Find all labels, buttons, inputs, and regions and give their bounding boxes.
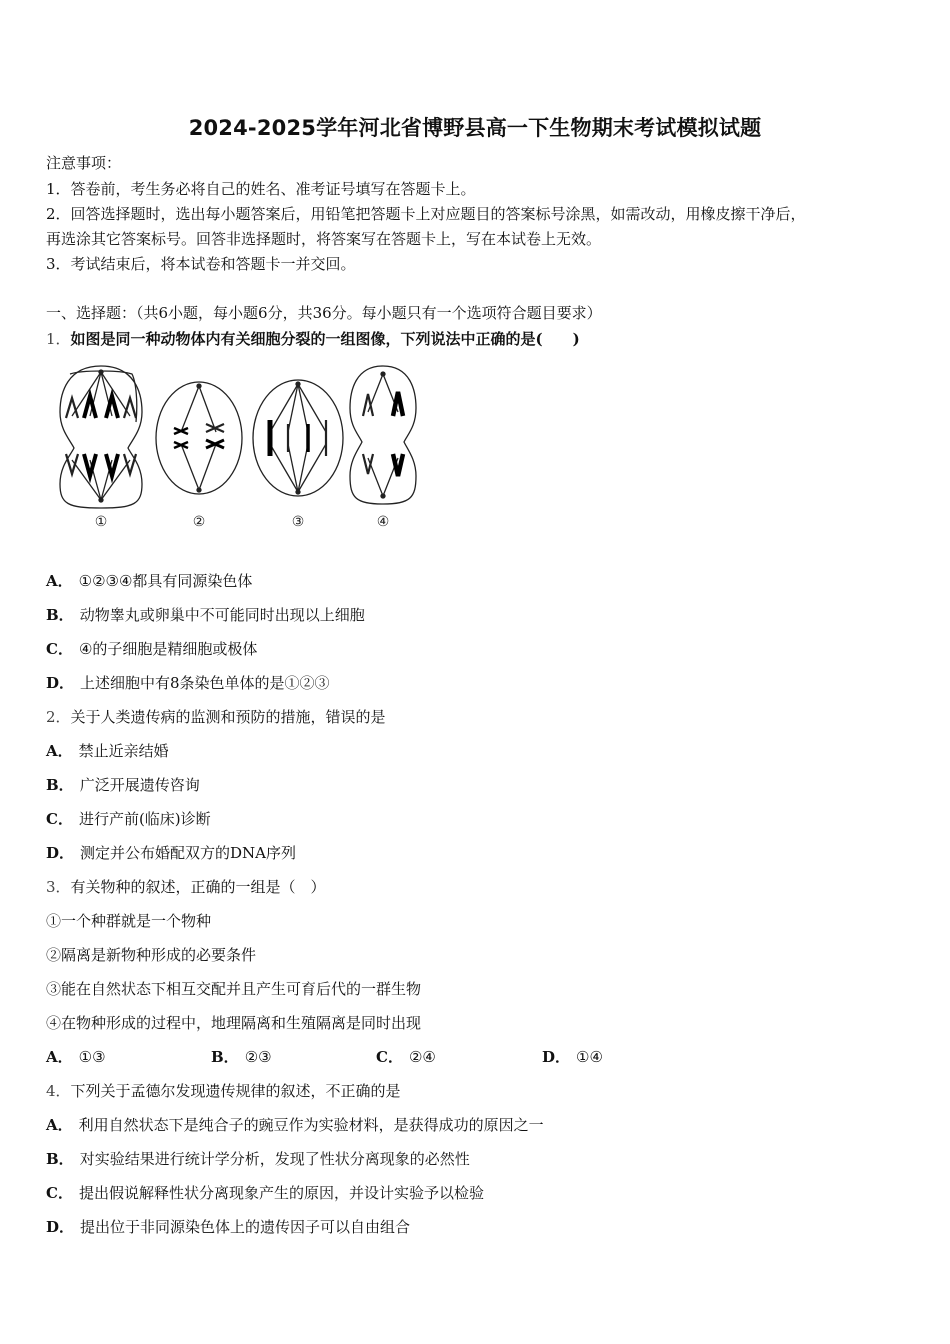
cell-division-diagram (56, 362, 426, 534)
option-label: D． (46, 1218, 75, 1236)
figure-label-1: ① (94, 514, 108, 530)
cell-1 (60, 366, 142, 508)
notice-item: 1．答卷前，考生务必将自己的姓名、准考证号填写在答题卡上。 (46, 180, 476, 198)
section-heading: 一、选择题：（共6小题，每小题6分，共36分。每小题只有一个选项符合题目要求） (46, 304, 602, 322)
option-text: 禁止近亲结婚 (78, 742, 169, 760)
question-4-stem (46, 1080, 401, 1101)
option-text: 对实验结果进行统计学分析，发现了性状分离现象的必然性 (79, 1150, 470, 1168)
notice-heading: 注意事项： (46, 154, 122, 172)
question-text: 有关物种的叙述，正确的一组是（ ） (70, 878, 326, 896)
option-text: 利用自然状态下是纯合子的豌豆作为实验材料，是获得成功的原因之一 (78, 1116, 544, 1134)
option-label: C． (46, 810, 73, 828)
option-label: C． (376, 1048, 403, 1066)
option-label: B． (46, 606, 74, 624)
option-label: A． (46, 1048, 73, 1066)
question-1-option-c (46, 638, 257, 659)
question-number: 3． (46, 878, 71, 896)
figure-label-4: ④ (376, 514, 390, 530)
page-title: 2024-2025学年河北省博野县高一下生物期末考试模拟试题 (188, 116, 762, 140)
option-label: C． (46, 640, 73, 658)
option-label: A． (46, 742, 73, 760)
notice-item: 再选涂其它答案标号。回答非选择题时，将答案写在答题卡上，写在本试卷上无效。 (46, 230, 602, 248)
question-4-option-a (46, 1114, 544, 1135)
option-text: 广泛开展遗传咨询 (79, 776, 200, 794)
question-3-stem (46, 876, 326, 897)
option-label: B． (46, 1150, 74, 1168)
question-4-option-d (46, 1216, 410, 1237)
question-4-option-b (46, 1148, 470, 1169)
question-3-statement: ③能在自然状态下相互交配并且产生可育后代的一群生物 (46, 980, 422, 998)
option-label: A． (46, 1116, 73, 1134)
question-1-option-a (46, 570, 252, 591)
question-1-stem (46, 328, 580, 349)
question-number: 2． (46, 708, 71, 726)
option-label: D． (46, 844, 75, 862)
option-text: 提出位于非同源染色体上的遗传因子可以自由组合 (80, 1218, 411, 1236)
cell-3 (253, 380, 343, 496)
question-3-statement: ②隔离是新物种形成的必要条件 (46, 946, 257, 964)
option-text: 测定并公布婚配双方的DNA序列 (80, 844, 297, 862)
notice-item: 2．回答选择题时，选出每小题答案后，用铅笔把答题卡上对应题目的答案标号涂黑，如需改动，用橡皮擦干净后， (46, 205, 806, 223)
option-text: ②④ (408, 1048, 436, 1066)
option-text: ①②③④都具有同源染色体 (78, 572, 253, 590)
question-2-stem (46, 706, 386, 727)
cell-division-figure (56, 362, 426, 534)
question-2-option-c (46, 808, 211, 829)
question-3-statement: ①一个种群就是一个物种 (46, 912, 212, 930)
option-label: C． (46, 1184, 73, 1202)
question-2-option-a (46, 740, 169, 761)
question-3-statement: ④在物种形成的过程中，地理隔离和生殖隔离是同时出现 (46, 1014, 422, 1032)
option-label: B． (211, 1048, 239, 1066)
question-text: 如图是同一种动物体内有关细胞分裂的一组图像，下列说法中正确的是( ) (70, 330, 580, 348)
cell-2 (156, 382, 242, 494)
option-text: ①④ (576, 1048, 603, 1066)
question-3-option-d (542, 1046, 603, 1067)
option-text: ①③ (78, 1048, 106, 1066)
notice-item: 3．考试结束后，将本试卷和答题卡一并交回。 (46, 255, 356, 273)
figure-label-2: ② (192, 514, 206, 530)
figure-label-3: ③ (291, 514, 305, 530)
question-2-option-d (46, 842, 296, 863)
option-text: 上述细胞中有8条染色单体的是①②③ (80, 674, 330, 692)
cell-4 (350, 366, 416, 504)
option-label: D． (542, 1048, 571, 1066)
option-text: 进行产前(临床)诊断 (78, 810, 211, 828)
option-text: 动物睾丸或卵巢中不可能同时出现以上细胞 (79, 606, 365, 624)
question-4-option-c (46, 1182, 484, 1203)
question-3-option-b (211, 1046, 272, 1067)
question-number: 4． (46, 1082, 71, 1100)
question-2-option-b (46, 774, 200, 795)
option-text: ④的子细胞是精细胞或极体 (78, 640, 258, 658)
question-text: 下列关于孟德尔发现遗传规律的叙述，不正确的是 (70, 1082, 401, 1100)
question-1-option-b (46, 604, 365, 625)
question-3-option-a (46, 1046, 106, 1067)
question-1-option-d (46, 672, 330, 693)
option-text: ②③ (244, 1048, 272, 1066)
option-label: D． (46, 674, 75, 692)
option-text: 提出假说解释性状分离现象产生的原因，并设计实验予以检验 (78, 1184, 484, 1202)
question-number: 1． (46, 330, 71, 348)
question-text: 关于人类遗传病的监测和预防的措施，错误的是 (70, 708, 386, 726)
option-label: A． (46, 572, 73, 590)
question-3-option-c (376, 1046, 436, 1067)
option-label: B． (46, 776, 74, 794)
